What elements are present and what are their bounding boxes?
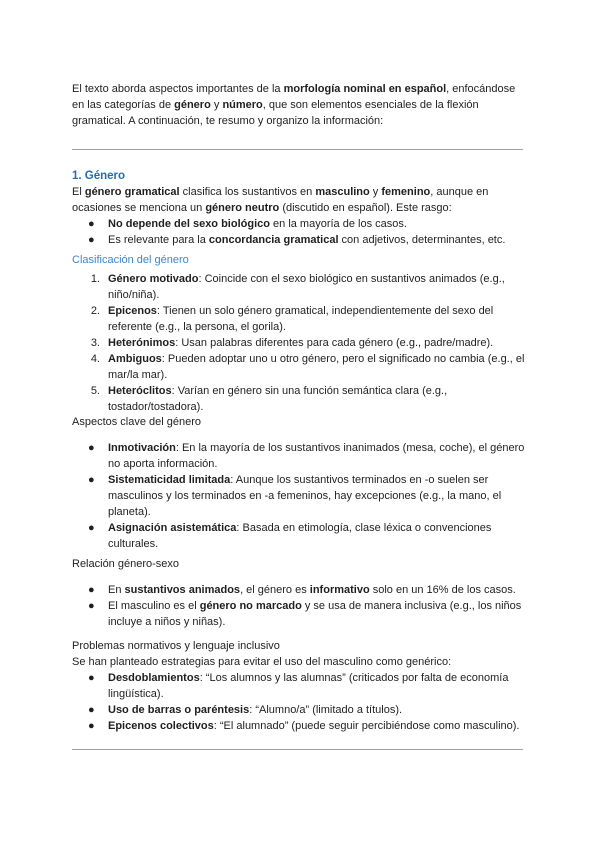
section-clasificacion (72, 252, 527, 415)
section-paragraph: Se han planteado estrategias para evitar el uso del masculino como genérico: (72, 656, 452, 668)
list-item: ● Sistematicidad limitada: Aunque los sustantivos terminados en -o suelen ser masculinos y los terminados en -a femeninos, hay excepciones (e.g., la mano, el planeta). (88, 474, 502, 518)
list-item: 3. Heterónimos: Usan palabras diferentes para cada género (e.g., padre/madre). (90, 337, 494, 349)
list-item: 4. Ambiguos: Pueden adoptar uno u otro género, pero el significado no cambia (e.g., el mar/la mar). (90, 353, 525, 381)
list-item: ● El masculino es el género no marcado y se usa de manera inclusiva (e.g., los niños incluye a niños y niñas). (88, 600, 522, 628)
section-heading: 1. Género (72, 170, 126, 182)
section-genero (72, 168, 527, 248)
list-item: ● Inmotivación: En la mayoría de los sustantivos inanimados (mesa, coche), el género no aporta información. (88, 442, 525, 470)
list-item: ● Es relevante para la concordancia gramatical con adjetivos, determinantes, etc. (88, 234, 506, 246)
section-paragraph: El género gramatical clasifica los sustantivos en masculino y femenino, aunque en ocasiones se menciona un género neutro (discutido en español). Este rasgo: (72, 186, 489, 214)
list-item: 2. Epicenos: Tienen un solo género gramatical, independientemente del sexo del referente (e.g., la persona, el gorila). (90, 305, 494, 333)
horizontal-divider (72, 749, 523, 750)
bullet-list (72, 670, 527, 734)
intro-paragraph: El texto aborda aspectos importantes de la morfología nominal en español, enfocándose en las categorías de género y número, que son elementos esenciales de la flexión gramatical. A continuación, te resumo y organizo la información: (72, 83, 516, 127)
list-item: ● Uso de barras o paréntesis: “Alumno/a” (limitado a títulos). (88, 704, 403, 716)
subsection-heading: Problemas normativos y lenguaje inclusivo (72, 640, 280, 652)
list-item: ● Desdoblamientos: “Los alumnos y las alumnas” (criticados por falta de economía lingüística). (88, 672, 509, 700)
list-item: ● Asignación asistemática: Basada en etimología, clase léxica o convenciones culturales. (88, 522, 492, 550)
list-item: ● En sustantivos animados, el género es informativo solo en un 16% de los casos. (88, 584, 516, 596)
bullet-list (72, 216, 527, 248)
list-item: ● No depende del sexo biológico en la mayoría de los casos. (88, 218, 407, 230)
bullet-list (72, 440, 527, 552)
numbered-list (72, 271, 527, 415)
list-item: ● Epicenos colectivos: “El alumnado” (puede seguir percibiéndose como masculino). (88, 720, 520, 732)
list-item: 5. Heteróclitos: Varían en género sin una función semántica clara (e.g., tostador/tostadora). (90, 385, 448, 413)
section-aspectos (72, 414, 527, 552)
section-problemas (72, 638, 527, 734)
horizontal-divider (72, 149, 523, 150)
list-item: 1. Género motivado: Coincide con el sexo biológico en sustantivos animados (e.g., niño/niña). (90, 273, 505, 301)
subsection-heading: Clasificación del género (72, 254, 189, 266)
subsection-heading: Aspectos clave del género (72, 416, 202, 428)
section-relacion (72, 556, 527, 630)
subsection-heading: Relación género-sexo (72, 558, 180, 570)
bullet-list (72, 582, 527, 630)
